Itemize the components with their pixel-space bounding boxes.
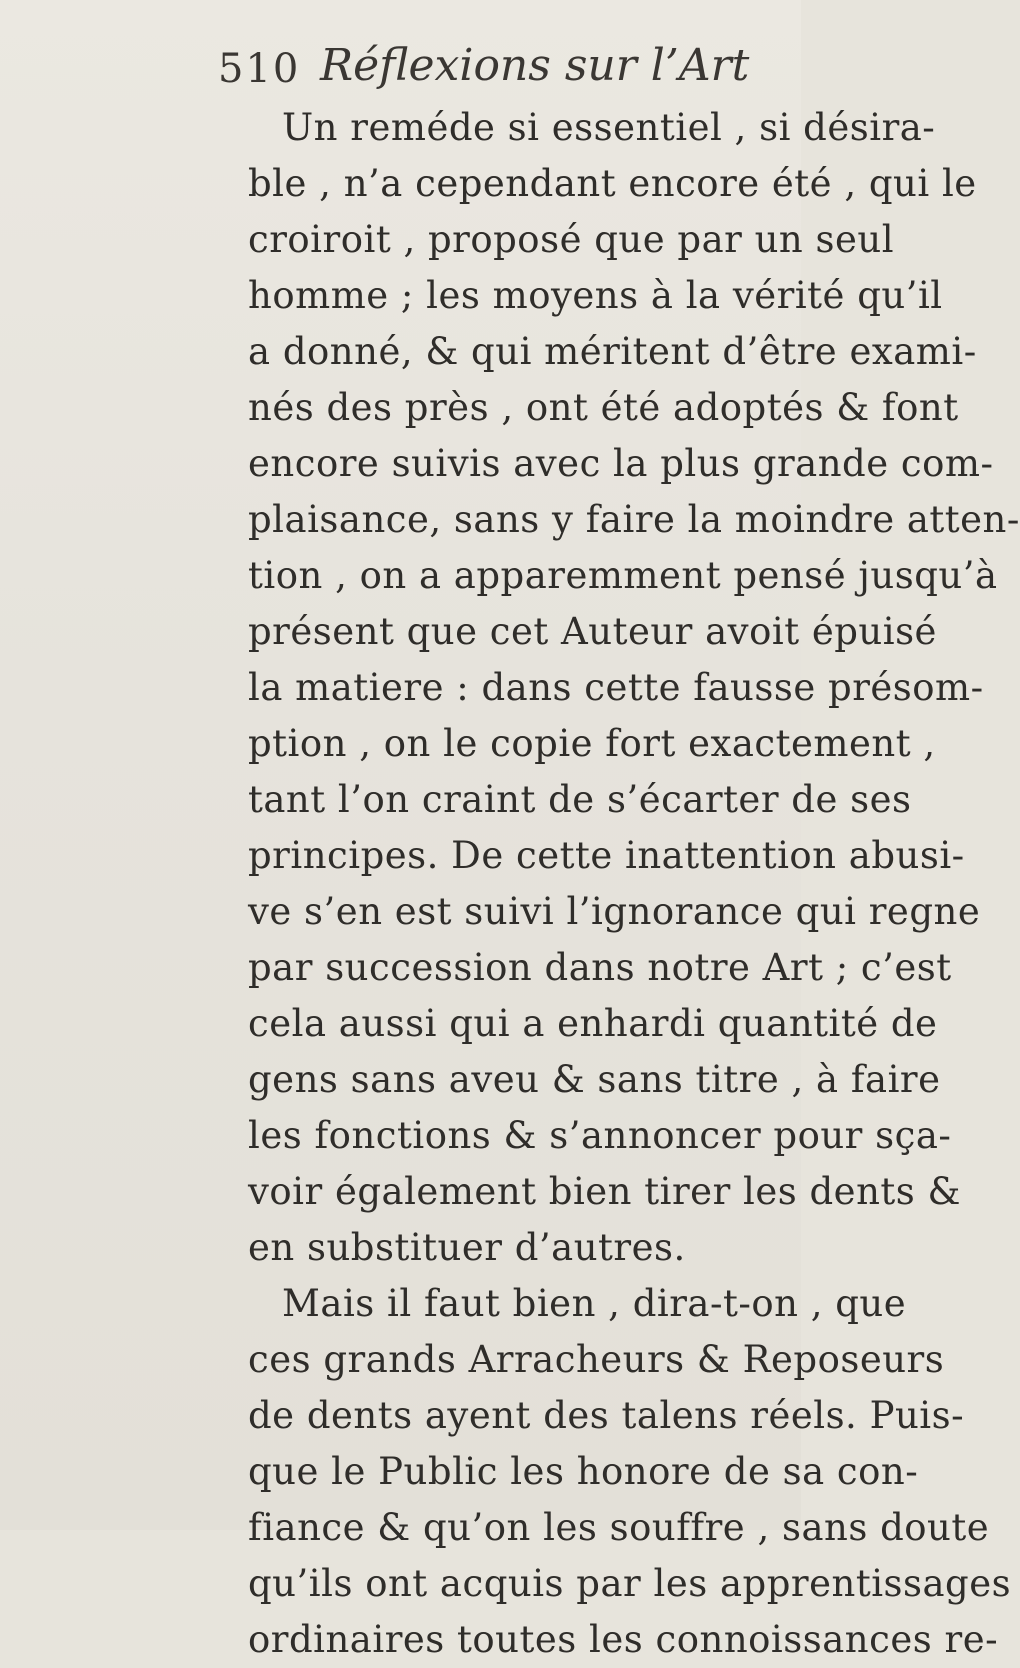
text-line: par succession dans notre Art ; c’est bbox=[248, 946, 952, 989]
text-line: principes. De cette inattention abusi- bbox=[248, 834, 965, 877]
text-line: croiroit , proposé que par un seul bbox=[248, 218, 895, 261]
text-line: Mais il faut bien , dira-t-on , que bbox=[282, 1282, 907, 1325]
text-line: la matiere : dans cette fausse présom- bbox=[248, 666, 984, 709]
text-line: nés des près , ont été adoptés & font bbox=[248, 386, 959, 429]
text-line: plaisance, sans y faire la moindre atten- bbox=[248, 498, 1020, 541]
text-line: homme ; les moyens à la vérité qu’il bbox=[248, 274, 943, 317]
text-line: qu’ils ont acquis par les apprentissages bbox=[248, 1562, 1012, 1605]
text-line: ption , on le copie fort exactement , bbox=[248, 722, 936, 765]
text-line: les fonctions & s’annoncer pour sça- bbox=[248, 1114, 952, 1157]
text-line: voir également bien tirer les dents & bbox=[248, 1170, 961, 1213]
body-text bbox=[248, 100, 1020, 1668]
text-line: tant l’on craint de s’écarter de ses bbox=[248, 778, 912, 821]
text-line: ordinaires toutes les connoissances re- bbox=[248, 1618, 999, 1661]
text-line: a donné, & qui méritent d’être exami- bbox=[248, 330, 977, 373]
text-line: gens sans aveu & sans titre , à faire bbox=[248, 1058, 941, 1101]
text-line: que le Public les honore de sa con- bbox=[248, 1450, 919, 1493]
text-line: Un reméde si essentiel , si désira- bbox=[282, 106, 936, 149]
running-title: Réflexions sur l’Art bbox=[320, 40, 750, 91]
text-line: tion , on a apparemment pensé jusqu’à bbox=[248, 554, 998, 597]
page-number: 510 bbox=[218, 46, 301, 92]
text-line: de dents ayent des talens réels. Puis- bbox=[248, 1394, 965, 1437]
text-line: cela aussi qui a enhardi quantité de bbox=[248, 1002, 938, 1045]
text-line: en substituer d’autres. bbox=[248, 1226, 686, 1269]
text-line: ve s’en est suivi l’ignorance qui regne bbox=[248, 890, 981, 933]
text-line: ces grands Arracheurs & Reposeurs bbox=[248, 1338, 945, 1381]
text-line: ble , n’a cependant encore été , qui le bbox=[248, 162, 977, 205]
text-line: fiance & qu’on les souffre , sans doute bbox=[248, 1506, 990, 1549]
text-line: présent que cet Auteur avoit épuisé bbox=[248, 610, 937, 653]
text-line: encore suivis avec la plus grande com- bbox=[248, 442, 994, 485]
